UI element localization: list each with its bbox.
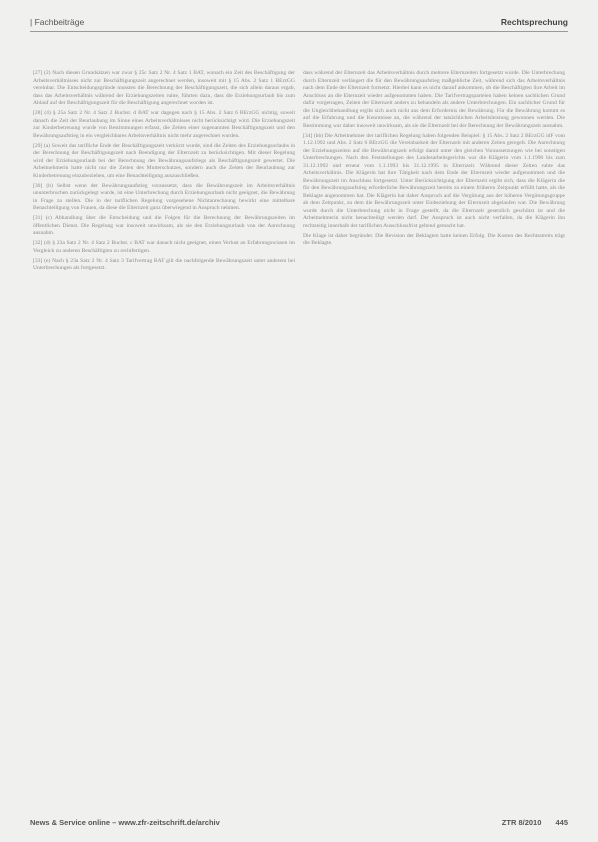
paragraph: Die Klage ist daher begründet. Die Revision der Beklagten hatte keinen Erfolg. Die Kosten des Rechtsstreits trägt die Beklagte. xyxy=(303,232,565,246)
header-section-label: | Fachbeiträge xyxy=(30,17,85,27)
footer-archive-link[interactable]: News & Service online – www.zfr-zeitschrift.de/archiv xyxy=(30,817,220,827)
header-category: Rechtsprechung xyxy=(500,17,568,27)
paragraph: dass während der Elternzeit das Arbeitsverhältnis durch mehrere Elternzeiten fortgesetzt wurde. Die Unterbrechung durch Elternzeit verlängert die für den Bewährungsaufstieg maßgebliche Zeit, während sich das Arbeitsverhältnis nach dem Ende der Elternzeit fortsetzt. Hierbei kann es nicht darauf ankommen, ob die Beschäftigten ihre Arbeit im Anschluss an die Elternzeit wieder aufgenommen haben. Die Tarifvertragsparteien haben keinen sachlichen Grund dafür vorgetragen, Zeiten der Elternzeit anders zu behandeln als andere Unterbrechungen. Ein sachlicher Grund für die Ungleichbehandlung ergibt sich auch nicht aus dem Erfordernis der Bewährung. Für die Bewährung kommt es auf die Erfahrung und die Kenntnisse an, die während der tatsächlichen Arbeitsleistung gewonnen werden. Die Bestimmung war daher insoweit unwirksam, als sie die Elternzeit bei der Berechnung der Bewährungszeit ausnahm. xyxy=(303,70,565,129)
paragraph: [32] (d) § 23a Satz 2 Nr. 4 Satz 2 Buchst. c BAT war danach nicht geeignet, einen Verlust an Erfahrungswissen im Vergleich zu anderen Beschäftigten zu rechtfertigen. xyxy=(33,240,295,254)
paragraph: [34] (bb) Die Arbeitnehmer der tariflichen Regelung haben folgenden Beispiel: § 15 Abs. 2 Satz 2 BErzGG idF vom 1.12.1992 und Abs. 2 Satz 6 BErzGG die Vereinbarkeit der Elternzeit mit anderen Zeiten geregelt. Die Anrechnung der Erziehungszeiten auf die Bewährungszeit erfolgt damit unter den gleichen Voraussetzungen wie bei sonstigen Unterbrechungen. Nach den Feststellungen des Landesarbeitsgerichts war die Klägerin vom 1.1.1990 bis zum 31.12.1992 und erneut vom 1.1.1993 bis 31.12.1995 in Elternzeit. Während dieser Zeiten ruhte das Arbeitsverhältnis. Die Klägerin hat ihre Tätigkeit nach dem Ende der Elternzeit wieder aufgenommen und die Bewährungszeit im Anschluss fortgesetzt. Unter Berücksichtigung der Elternzeit ergibt sich, dass die Klägerin die für den Bewährungsaufstieg erforderliche Bewährungszeit bereits zu einem früheren Zeitpunkt erfüllt hatte, als die Beklagte angenommen hat. Die Klägerin hat daher Anspruch auf die Vergütung aus der höheren Vergütungsgruppe ab dem Zeitpunkt, zu dem die Bewährungszeit unter Einbeziehung der Elternzeit abgelaufen war. Die Bewährung wurde durch die Unterbrechung nicht in Frage gestellt, da die Elternzeit gesetzlich geschützt ist und die Arbeitnehmerin nicht benachteiligt werden darf. Der Anspruch ist auch nicht verfallen, da die Klägerin ihn rechtzeitig innerhalb der tariflichen Ausschlussfrist geltend gemacht hat. xyxy=(303,132,565,229)
page-number: 445 xyxy=(555,817,568,827)
body-columns xyxy=(33,70,565,808)
left-column xyxy=(33,70,295,808)
footer-journal: ZTR 8/2010 xyxy=(501,817,542,827)
paragraph: [31] (c) Abhandlung über die Entscheidung und die Folgen für die Berechnung der Bewährungszeiten im öffentlichen Dienst. Die Regelung war insoweit unwirksam, als sie den Erziehungsurlaub von der Anrechnung ausnahm. xyxy=(33,215,295,236)
right-column xyxy=(303,70,565,808)
paragraph: [33] (e) Nach § 23a Satz 2 Nr. 4 Satz 3 Tarifvertrag BAT gilt die nachfolgende Bewährungszeit unter anderem bei Unterbrechungen als fortgesetzt. xyxy=(33,257,295,271)
footer-issue xyxy=(502,818,568,827)
paragraph: [28] (4) § 25a Satz 2 Nr. 4 Satz 2 Buchst. d BAT war dagegen nach § 15 Abs. 2 Satz 6 BErzGG nichtig, soweit danach die Zeit der Beurlaubung im Sinne eines Arbeitsverhältnisses nicht berücksichtigt wird. Die Erziehungszeit zur Kinderbetreuung wurde von Bestimmungen erfasst, die Zeiten einer sogenannten Beschäftigungszeit und den Bewährungsaufstieg in ein vergleichbares Arbeitsverhältnis nicht mehr angerechnet wurden. xyxy=(33,110,295,139)
header-rule xyxy=(30,31,568,32)
running-header xyxy=(30,14,568,30)
paragraph: [29] (a) Soweit das tarifliche Ende der Beschäftigungszeit verkürzt wurde, sind die Zeiten des Erziehungsurlaubs in der Berechnung der Beschäftigungszeit nach Beendigung der Elternzeit zu berücksichtigen. Mit dieser Regelung wird der Erziehungsurlaub bei der Berechnung des Bewährungsaufstiegs als Beschäftigungszeit gewertet. Die Arbeitnehmerin hatte nicht nur die Zeiten des Mutterschutzes, sondern auch die Zeiten der Beurlaubung zur Kinderbetreuung einzubeziehen, um eine Benachteiligung auszuschließen. xyxy=(33,142,295,179)
page-footer xyxy=(30,816,568,828)
paragraph: [30] (b) Selbst wenn der Bewährungsaufstieg voraussetzt, dass die Bewährungszeit im Arbeitsverhältnis ununterbrochen zurückgelegt wurde, ist eine Unterbrechung durch Erziehungsurlaub nicht geeignet, die Bewährung in Frage zu stellen. Die in der tariflichen Regelung vorgesehene Nichtanrechnung bewirkt eine mittelbare Benachteiligung von Frauen, da diese die Elternzeit ganz überwiegend in Anspruch nehmen. xyxy=(33,182,295,211)
paragraph: [27] (2) Nach diesen Grundsätzen war zwar § 25c Satz 2 Nr. 4 Satz 1 BAT, wonach ein Zeit des Beschäftigung der Arbeitsverhältnisses nicht zur Beschäftigungszeit angerechnet werden, insoweit mit § 15 Abs. 2 Satz 1 BErzGG vereinbar. Die Entscheidungsgründe mussten die Berechnung der Beschäftigungszeit, die sich allein daraus ergab, dass das Arbeitsverhältnis während der Erziehungszeiten ruhte, führten dazu, dass die Erziehungsurlaub bis zum Ablauf auf der Beschäftigungszeit für die Beschäftigung angerechnet worden ist. xyxy=(33,70,295,106)
